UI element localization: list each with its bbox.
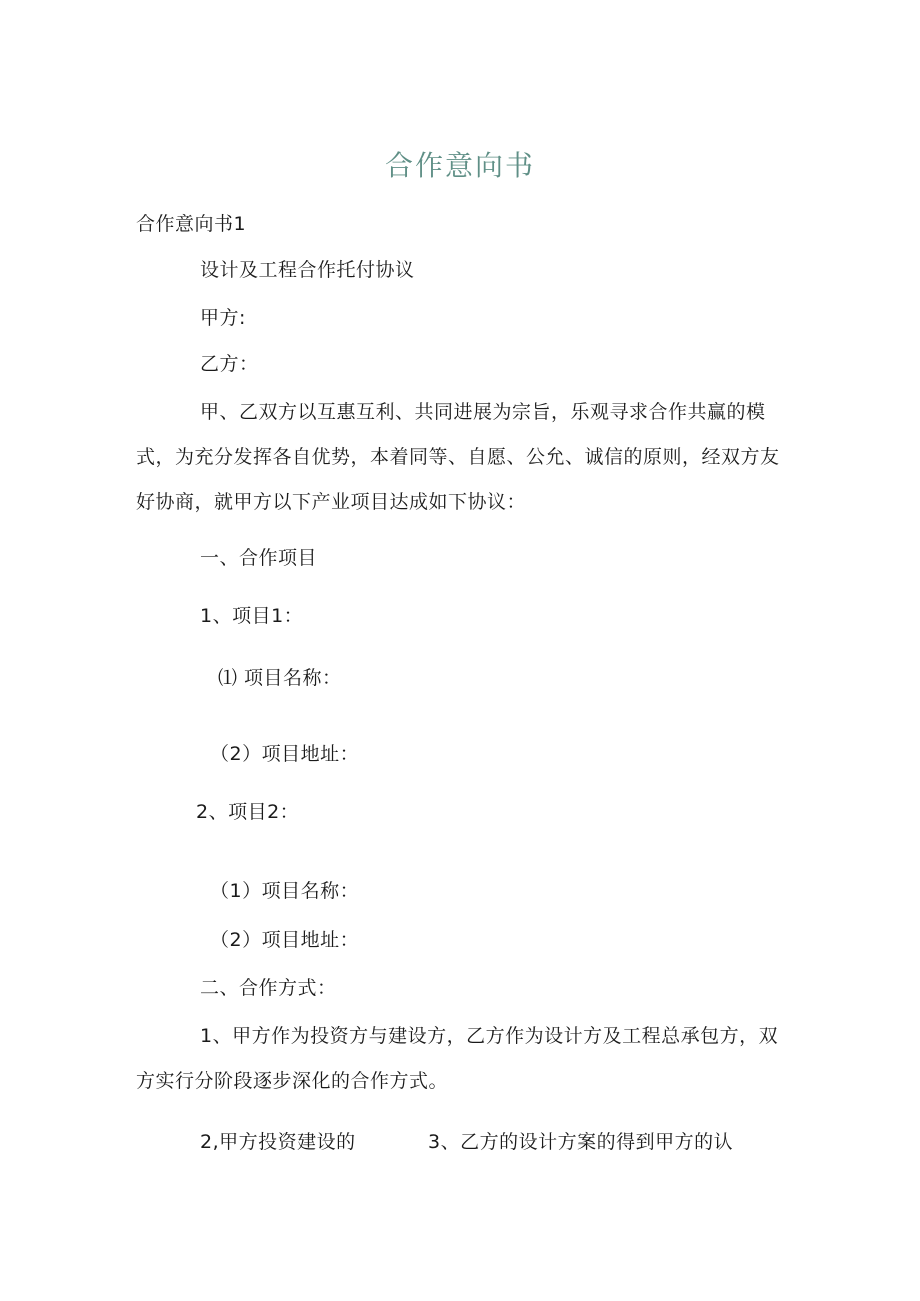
party-a-label: 甲方:	[200, 307, 246, 329]
agreement-title: 设计及工程合作托付协议	[200, 259, 415, 281]
mode-2-line: 2,甲方投资建设的	[200, 1131, 356, 1153]
section-heading-cooperation-mode: 二、合作方式：	[200, 977, 337, 999]
document-subtitle: 合作意向书1	[136, 213, 247, 235]
project-2-name-field: （1）项目名称：	[210, 880, 360, 902]
mode-1-paragraph: 1、甲方作为投资方与建设方，乙方作为设计方及工程总承包方，双方实行分阶段逐步深化的合作方式。	[136, 1025, 779, 1092]
mode-3-line: 3、乙方的设计方案的得到甲方的认	[428, 1131, 734, 1153]
project-1-name-field: ⑴ 项目名称：	[218, 667, 342, 689]
party-b-label: 乙方：	[200, 353, 259, 375]
document-title: 合作意向书	[384, 149, 535, 182]
intro-paragraph: 甲、乙双方以互惠互利、共同进展为宗旨，乐观寻求合作共赢的模式，为充分发挥各自优势，本着同等、自愿、公允、诚信的原则，经双方友好协商，就甲方以下产业项目达成如下协议：	[136, 401, 780, 513]
project-1-address-field: （2）项目地址：	[210, 743, 360, 765]
project-2-heading: 2、项目2：	[196, 801, 300, 823]
project-2-address-field: （2）项目地址：	[210, 929, 360, 951]
section-heading-cooperation-projects: 一、合作项目	[200, 547, 318, 569]
project-1-heading: 1、项目1：	[200, 605, 304, 627]
